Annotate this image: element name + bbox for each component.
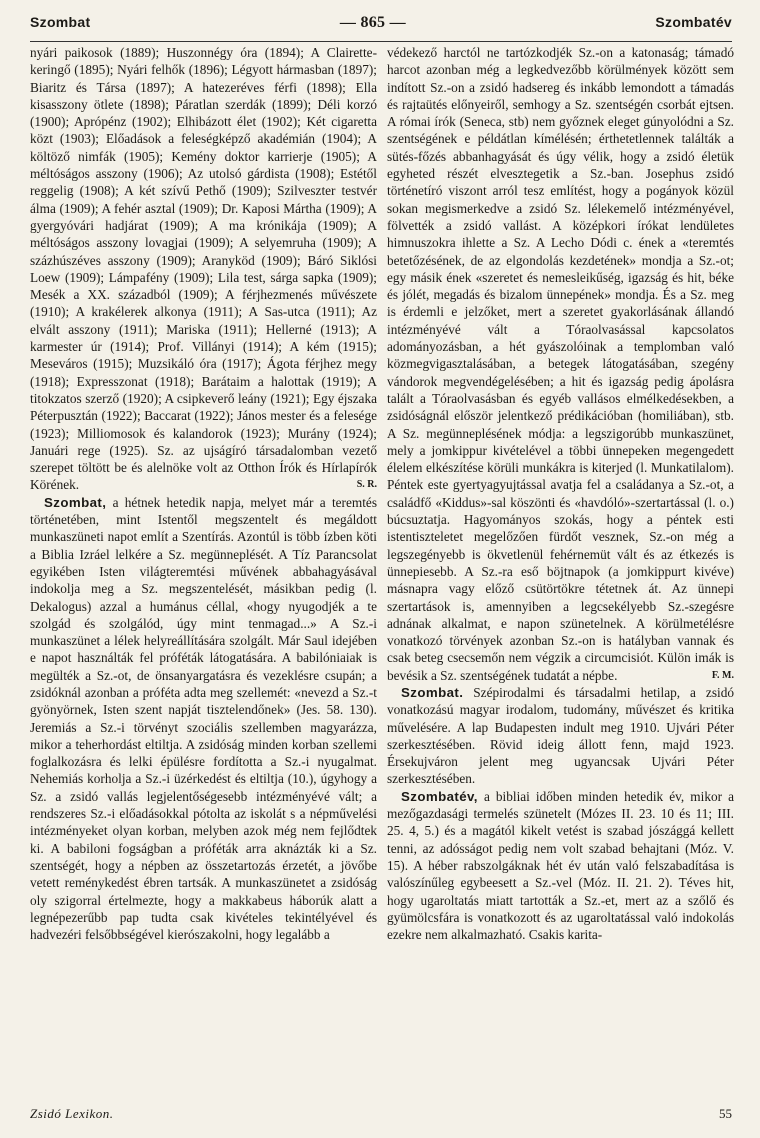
entry-body: Szépirodalmi és társadalmi hetilap, a zsidó vonatkozású magyar irodalom, tudomány, művészet és kritika művelésére. A lap Budapesten indult meg 1910. Ujvári Péter szerkesztésében. Rövid ideig állott fenn, majd 1923. Érsekujváron jelent meg ugyancsak Ujvári Péter szerkesztésében. <box>387 684 734 787</box>
page-number: — 865 — <box>339 14 406 31</box>
entry-headword: Szombat, <box>44 494 107 510</box>
header-right-keyword: Szombatév <box>655 14 732 30</box>
entry-headword: Szombat. <box>401 684 464 700</box>
footer-source: Zsidó Lexikon. <box>30 1106 114 1121</box>
bibliography-paragraph <box>30 44 377 494</box>
entry-body: védekező harctól ne tartózkodjék Sz.-on a katonaság; támadó harcot azonban még a legkedvezőbb körülmények között sem indított Sz.-on a zsidó hadsereg és inkább lemondott a támadás és rajtaütés előnyeiről, semhogy a Sz. szentségén csorbát ejtsen. A római írók (Seneca, stb) nem győznek eleget gúnyolódni a Sz. szentségének e példátlan kímélésén; érthetetlennek találták a sütés-főzés abbanhagyását és úgy vélik, hogy a zsidó életük egyheted részét elvesztegetik a Sz.-ban. Josephus zsidó történetíró viszont arról tesz említést, hogy a pogányok közül sokan megismerkedve a zsidó Sz. lélekemelő intézményével, fölvették a zsidó vallást. A középkori írókat lendületes himnuszokra ihlette a Sz. A Lecho Dódi c. ének a «teremtés betetőzésének, de az elgondolás kezdetének» mondja a Sz.-ot; egy másik ének «szeretet és nemesleikűség, igazság és hit, béke és jólét, megadás és bizalom ünnepének» mondja. És a Sz. meg is érdemli e jelzőket, mert a szeretet gyakorlásának állandó intézményévé vált a Tóraolvasással kapcsolatos adományozásban, a hét gyászolóinak a templomban való közmegvigasztalásában, a betegek látogatásában, szegény vándorok megvendégelésében; a hit és igazság pedig ápolásra talált a Tóraolvasásban és egyéb vallásos elmélkedésekben, a zsidóságnál először jelentkező prédikációban (homiliában), stb. A Sz. megünneplésének módja: a legszigorúbb munkaszünet, mely a jomkippur kivételével a többi ünnepeken megengedett élelem elkészítése körüli munkákra is kiterjed (l. Munkatilalom). Péntek este gyertyagyujtással avatja fel a családanya a Sz.-ot, a családfő «Kiddus»-sal köszönti és «havdóló»-szertartással (l. o.) búcsuztatja. Hagyományos szokás, hogy a péntek esti istentiszteletet megelőzően fürdőt vesznek, Sz.-on még a legszegényebb is ökvetlenül fehérnemüt vált és az étkezés is ünnepiesebb. A Sz.-ra eső böjtnapok (a jomkippurt kivéve) másnapra vagy előző csütörtökre tétetnek át. Az ünnepi szertartások is, amennyiben a legcsekélyebb Sz.-szegésre adnának alkalmat, e napon szünetelnek. A körülmetélésre vonatkozó törvények azonban Sz.-on is hatályban vannak és csak beteg csecsemőn nem végzik a circumcisiót. Külön imák is bevésik a Sz. szentségének tudatát a népbe. <box>387 45 734 683</box>
left-column <box>30 44 377 943</box>
right-column <box>387 44 734 943</box>
running-header <box>30 14 732 40</box>
entry-szombat-continued <box>387 44 734 684</box>
bibliography-text: nyári paikosok (1889); Huszonnégy óra (1894); A Clairette-keringő (1895); Nyári felhők (1896); Légyott hármasban (1897); Biaritz és Társa (1897); A hatezeréves férfi (1898); Ella kisasszony ötlete (1898); Páratlan szerdák (1899); Déli korzó (1900); Aprópénz (1902); Elhibázott élet (1902); Két cigaretta közt (1903); Előadások a feleségképző akadémián (1904); A költöző nimfák (1905); Kemény doktor karrierje (1905); A méltóságos asszony (1906); Az utolsó gárdista (1908); Estétől reggelig (1908); A két szívű Pethő (1909); Szilveszter testvér álma (1909); A fehér asztal (1909); Dr. Kaposi Mártha (1909); A gyergyóvári hadjárat (1909); A ma krónikája (1909); A méltóságos asszony lovagjai (1909); A selyemruha (1909); A százhúszéves asszony (1909); Aranyköd (1909); Báró Siklósi Loew (1909); Lámpafény (1909); Lila test, sárga sapka (1909); Mesék a XX. századból (1909); A férjhezmenés művészete (1910); A krakélerek alkonya (1911); A Sas-utca (1911); Az elvált asszony (1911); Mariska (1911); Hellerné (1913); A karmester úr (1914); Prof. Villányi (1914); A kém (1915); Meseváros (1915); Muzsikáló óra (1917); Ágota férjhez megy (1918); Expresszonat (1918); Barátaim a halottak (1919); A titokzatos szerző (1920); A csipkeverő leány (1921); Egy éjszaka Péterpusztán (1922); Baccarat (1922); János mester és a felesége (1923); Milliomosok és kalandorok (1923); Murány (1924); Januári rege (1925). Sz. az ujságíró társadalomban vezető szerepet töltött be és alelnöke volt az Otthon Írók és Hírlapírók Körének. <box>30 45 377 493</box>
author-signature: S. R. <box>356 479 377 491</box>
entry-headword: Szombatév, <box>401 788 478 804</box>
entry-body: a hétnek hetedik napja, melyet már a teremtés történetében, mint Istentől megszentelt és megáldott munkaszüneti napot említ a Szentírás. Azontúl is több ízben köti a Biblia Izráel lelkére a Sz. megünneplését. A Tíz Parancsolat egyikében Isten világteremtési művének abbahagyásával indokolja meg a Sz. megszentelését, másikban pedig (l. Dekalogus) azzal a humánus céllal, «hogy nyugodjék a te szolgád és szolgálód, úgy mint tenmagad...» A Sz.-i munkaszünet a lélek helyreállítására szolgált. Már Saul idejében e napot használták fel próféták látogatására. A babilóniaiak is megülték a Sz.-ot, de önsanyargatásra és vezeklésre csupán; a zsidóknál azonban a próféta adta meg szellemét: «nevezd a Sz.-t gyönyörnek, Isten szent napját tisztelendőnek» (Jes. 58. 130). Jeremiás a Sz.-i törvényt szociális szellemben magyarázza, mikor a teherhordást eltiltja. A zsidóság minden korban szellemi foglalkozásra és lelki épülésre fordította a Sz.-i nyugalmat. Nehemiás korholja a Sz.-i üzérkedést és eltiltja (10.), úgyhogy a Sz. a zsidó vallás legjelentőségesebb intézményévé vált; a rendszeres Sz.-i előadásokkal pótolta az iskolát s a népművelési intézményeket olyan korban, melyben azok még nem fejlődtek ki. A babiloni fogságban a próféták arra aknázták ki a Sz. szentségét, hogy a népben az összetartozás érzetét, a jövőbe vetett reménykedést ébren tartsák. A munkaszünetet a zsidóság oly szigorral értelmezte, hogy a makkabeus háborúk alatt a legnépezerűbb pap tudta csak kivételes tekintélyével és hadvezéri felsőbbségével kierószakolni, hogy legalább a <box>30 494 377 943</box>
header-left-keyword: Szombat <box>30 14 91 30</box>
footer-sheet-number: 55 <box>719 1106 732 1121</box>
page-footer <box>30 1106 732 1126</box>
entry-body: a bibliai időben minden hetedik év, mikor a mezőgazdasági termelés szünetelt (Mózes II. 23. 10 és 11; III. 25. 4, 5.) és a magától kikelt vetést is szabad jószággá kellett tenni, az adósságot pedig nem volt szabad behajtani (Móz. V. 15). A héber rabszolgáknak hét év után való felszabadítása is valószínűleg egybeesett a Sz.-vel (Móz. II. 21. 2). Téves hit, hogy ugaroltatás miatt tartották a Sz.-et, mert az a szőlő és gyümölcsfára is vonatkozott és az ugaroltatással való indokolás ezekre nem alkalmazható. Csakis karita- <box>387 788 734 943</box>
author-signature: F. M. <box>711 669 734 681</box>
entry-szombatev <box>387 788 734 944</box>
entry-szombat <box>30 494 377 944</box>
entry-szombat-periodical <box>387 684 734 788</box>
header-rule <box>30 41 732 42</box>
